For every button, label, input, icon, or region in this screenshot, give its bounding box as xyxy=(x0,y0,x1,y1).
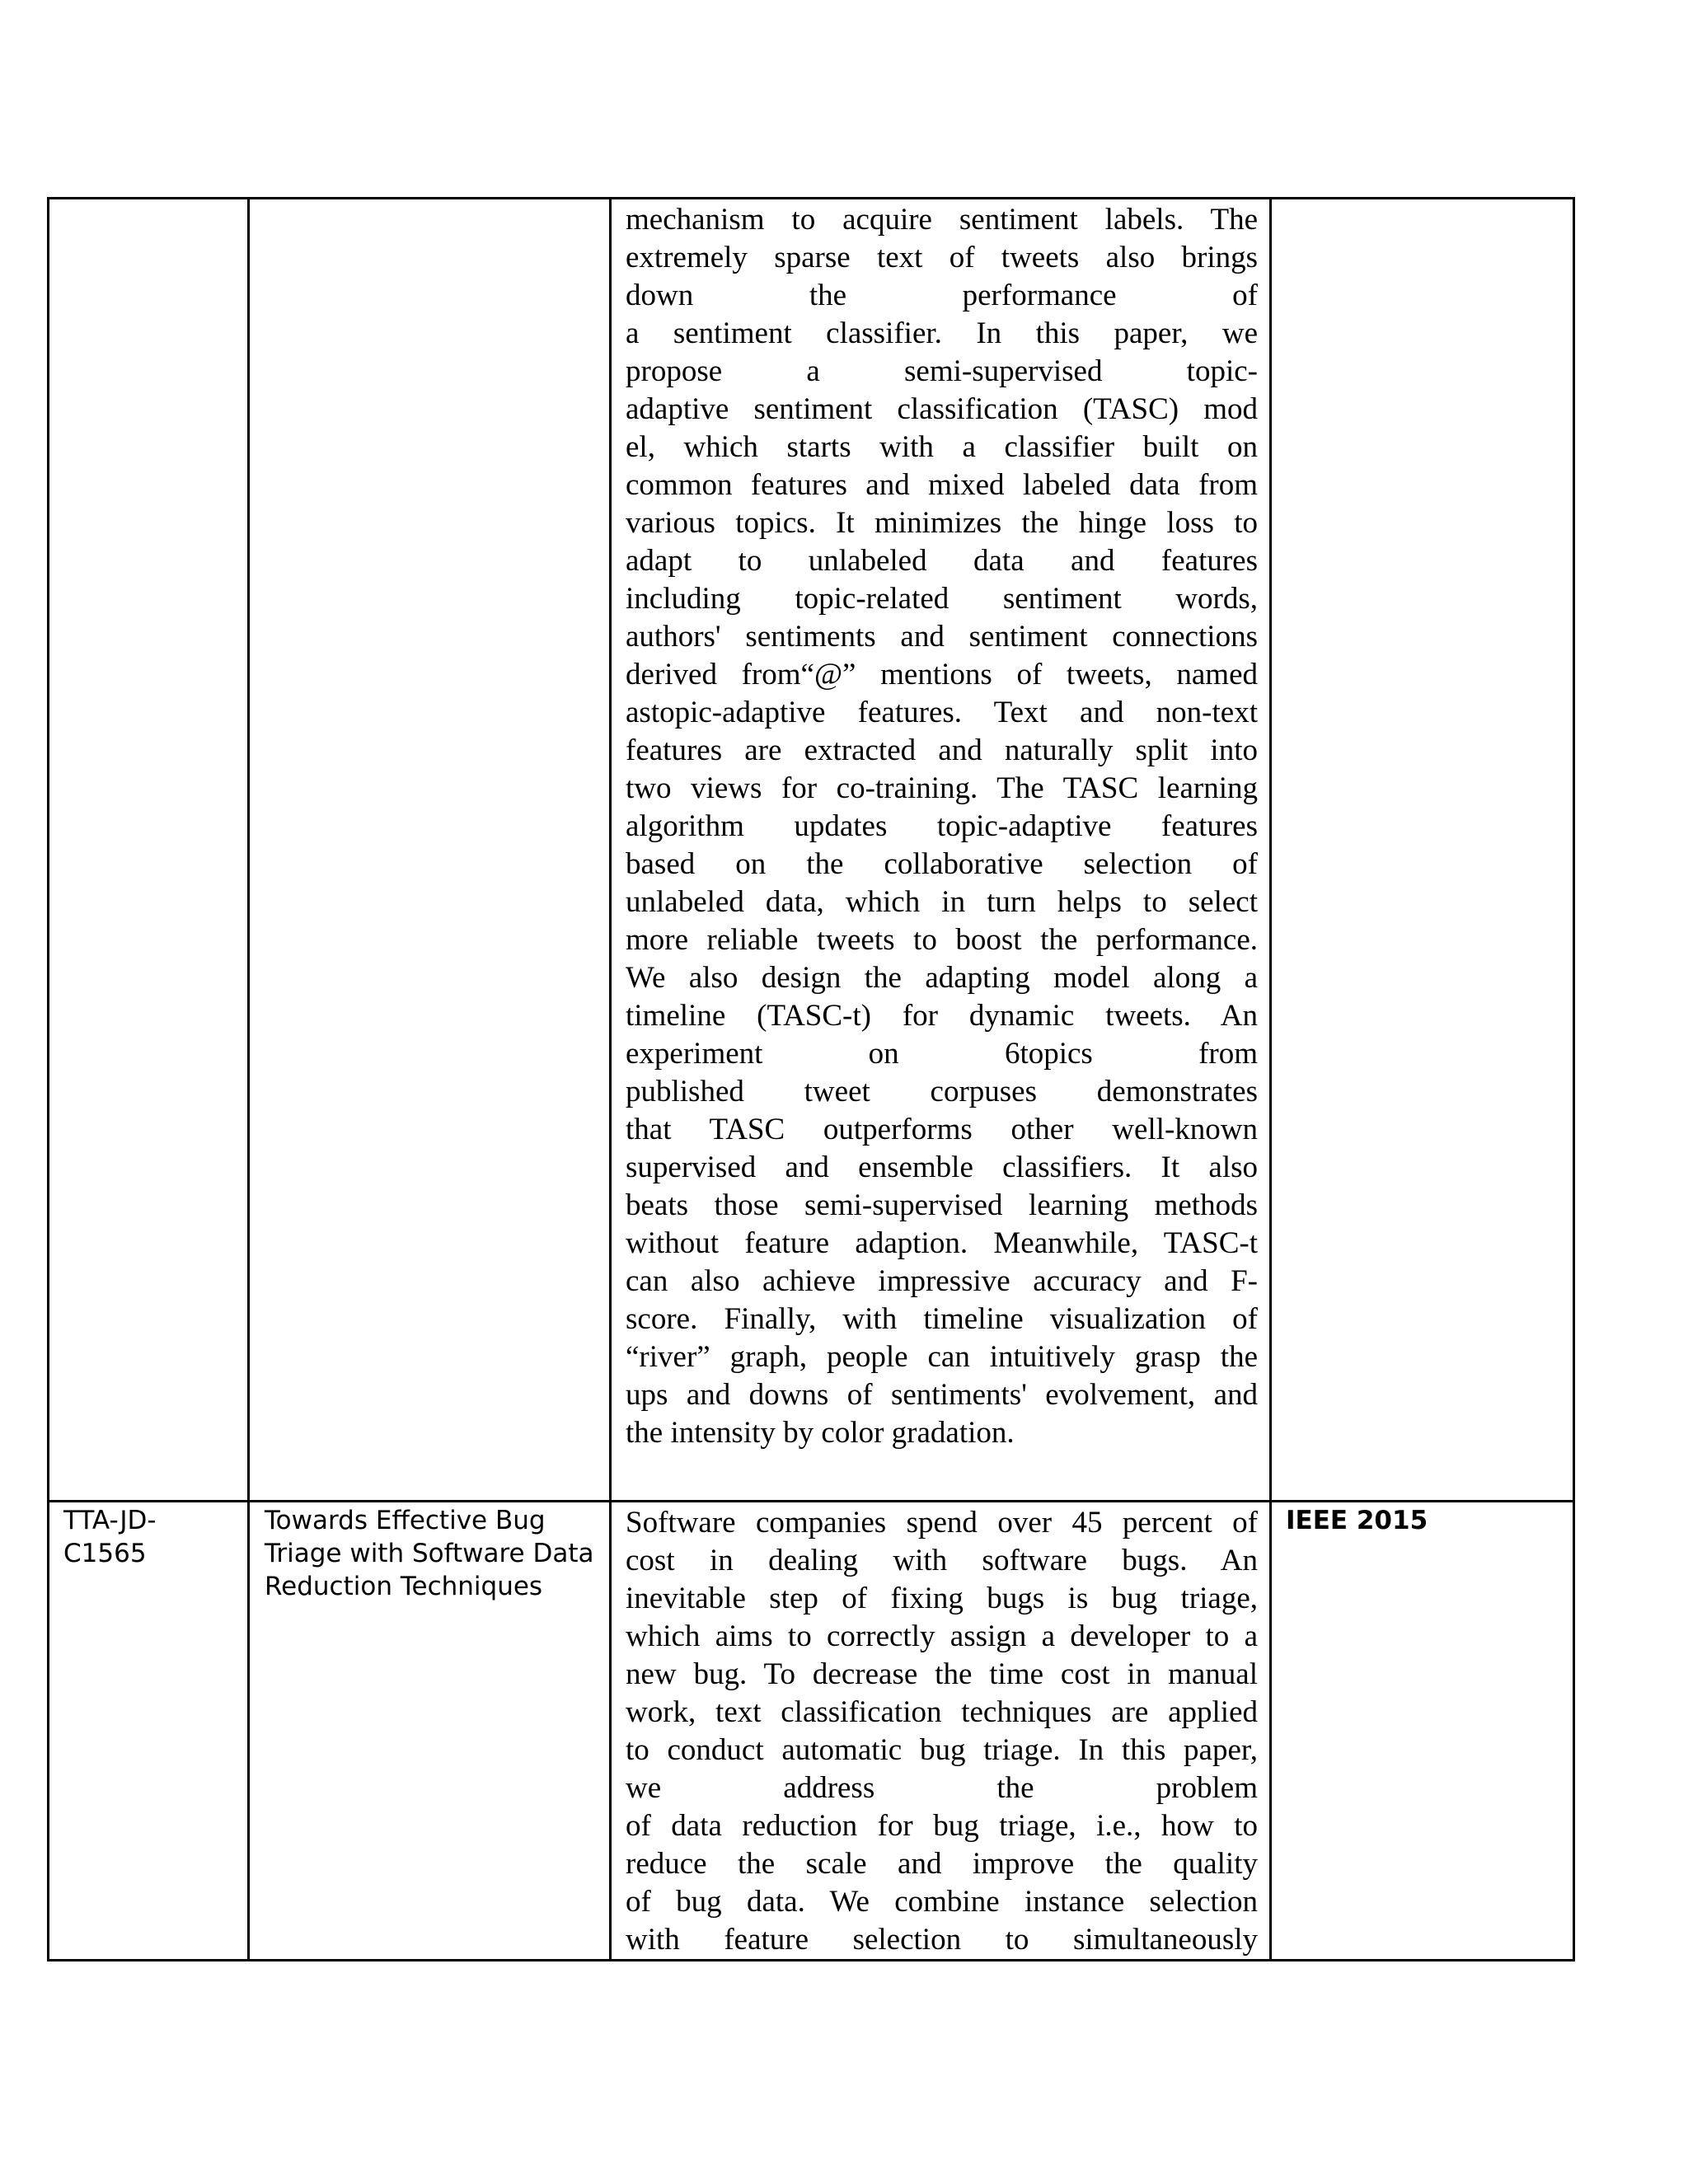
abstract-cell xyxy=(611,199,1271,1502)
abstract-line: astopic-adaptive features. Text and non-text xyxy=(626,696,1258,729)
abstract-cell xyxy=(611,1502,1271,1961)
year-cell xyxy=(1271,199,1574,1502)
abstract-line: of data reduction for bug triage, i.e., how to xyxy=(626,1809,1258,1843)
abstract-line: derived from“@” mentions of tweets, named xyxy=(626,658,1258,691)
abstract-line: features are extracted and naturally split into xyxy=(626,733,1258,767)
project-id-cell xyxy=(49,199,249,1502)
abstract-line: with feature selection to simultaneously xyxy=(626,1923,1258,1957)
table-row xyxy=(49,199,1574,1502)
abstract-line: mechanism to acquire sentiment labels. The xyxy=(626,203,1258,237)
abstract-line: a sentiment classifier. In this paper, we xyxy=(626,316,1258,350)
year-cell xyxy=(1271,1502,1574,1961)
abstract-line: adaptive sentiment classification (TASC) mod xyxy=(626,392,1258,426)
abstract-line: which aims to correctly assign a developer to a xyxy=(626,1619,1258,1653)
project-title-cell xyxy=(249,1502,611,1961)
abstract-line: published tweet corpuses demonstrates xyxy=(626,1075,1258,1108)
table-row xyxy=(49,1502,1574,1961)
abstract-line: various topics. It minimizes the hinge loss to xyxy=(626,506,1258,540)
abstract-line: authors' sentiments and sentiment connections xyxy=(626,620,1258,654)
abstract-line: unlabeled data, which in turn helps to select xyxy=(626,885,1258,919)
abstract-line: two views for co-training. The TASC learning xyxy=(626,771,1258,805)
abstract-line: to conduct automatic bug triage. In this paper, xyxy=(626,1733,1258,1767)
abstract-line: score. Finally, with timeline visualization of xyxy=(626,1302,1258,1336)
publication-year: IEEE 2015 xyxy=(1286,1506,1428,1535)
abstract-line: that TASC outperforms other well-known xyxy=(626,1113,1258,1146)
abstract-text xyxy=(612,199,1269,1452)
abstract-line: common features and mixed labeled data from xyxy=(626,468,1258,502)
abstract-line: adapt to unlabeled data and features xyxy=(626,544,1258,578)
abstract-line: inevitable step of fixing bugs is bug triage, xyxy=(626,1582,1258,1615)
abstract-line: including topic-related sentiment words, xyxy=(626,582,1258,616)
abstract-line: cost in dealing with software bugs. An xyxy=(626,1544,1258,1577)
abstract-line: work, text classification techniques are applied xyxy=(626,1695,1258,1729)
abstract-line: of bug data. We combine instance selection xyxy=(626,1885,1258,1919)
project-id: TTA-JD-C1565 xyxy=(63,1506,157,1568)
abstract-line: propose a semi-supervised topic- xyxy=(626,354,1258,388)
abstract-line: Software companies spend over 45 percent of xyxy=(626,1506,1258,1540)
abstract-line: new bug. To decrease the time cost in manual xyxy=(626,1657,1258,1691)
project-id-cell xyxy=(49,1502,249,1961)
abstract-line: more reliable tweets to boost the performance. xyxy=(626,923,1258,957)
abstract-line: el, which starts with a classifier built on xyxy=(626,430,1258,464)
abstract-line: “river” graph, people can intuitively grasp the xyxy=(626,1340,1258,1374)
abstract-line: extremely sparse text of tweets also brings xyxy=(626,241,1258,274)
abstract-line: algorithm updates topic-adaptive features xyxy=(626,809,1258,843)
abstract-line: down the performance of xyxy=(626,279,1258,312)
abstract-line: beats those semi-supervised learning methods xyxy=(626,1188,1258,1222)
project-table xyxy=(47,197,1575,1961)
abstract-line: supervised and ensemble classifiers. It also xyxy=(626,1151,1258,1184)
abstract-line: We also design the adapting model along a xyxy=(626,961,1258,995)
abstract-text xyxy=(612,1502,1269,1959)
abstract-line: can also achieve impressive accuracy and F- xyxy=(626,1264,1258,1298)
abstract-line: we address the problem xyxy=(626,1771,1258,1805)
abstract-line: experiment on 6topics from xyxy=(626,1037,1258,1071)
abstract-line: without feature adaption. Meanwhile, TASC-t xyxy=(626,1226,1258,1260)
abstract-line: reduce the scale and improve the quality xyxy=(626,1847,1258,1881)
project-title-cell xyxy=(249,199,611,1502)
abstract-line: based on the collaborative selection of xyxy=(626,847,1258,881)
abstract-line: timeline (TASC-t) for dynamic tweets. An xyxy=(626,999,1258,1033)
abstract-line: ups and downs of sentiments' evolvement, and xyxy=(626,1378,1258,1412)
project-title: Towards Effective Bug Triage with Software Data Reduction Techniques xyxy=(265,1506,594,1601)
abstract-line: the intensity by color gradation. xyxy=(626,1416,1015,1450)
